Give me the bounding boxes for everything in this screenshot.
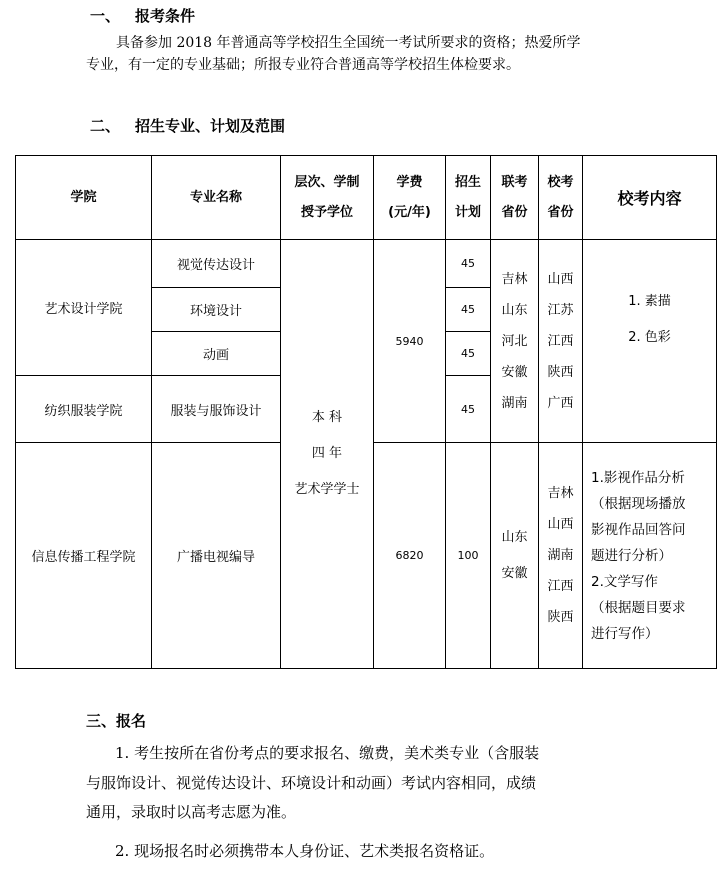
section-1-title: 报考条件 [135,7,196,25]
plan-cell: 45 [446,332,491,376]
header-joint-line2: 省份 [501,204,528,220]
header-college: 学院 [16,156,152,240]
art-joint-provinces [491,240,539,443]
header-plan-line2: 计划 [454,204,481,220]
art-exam-content [583,240,717,443]
section-3-item1-line1: 1. 考生按所在省份考点的要求报名、缴费，美术类专业（含服装 [115,744,540,762]
major-environment-design: 环境设计 [152,288,281,332]
province: 湖南 [547,548,574,563]
province: 安徽 [501,364,528,380]
exam-item: （根据题目要求 [591,599,686,616]
header-exam-content: 校考内容 [583,156,717,240]
province: 山东 [501,529,528,545]
header-level-line1: 层次、学制 [294,174,360,190]
header-fee-line2: (元/年) [388,204,431,220]
header-plan [446,156,491,240]
province: 江西 [547,579,574,594]
section-1-number: 一、 [90,7,121,25]
major-visual-communication: 视觉传达设计 [152,240,281,288]
plan-cell: 100 [446,443,491,669]
province: 山东 [501,302,528,318]
college-information-communication: 信息传播工程学院 [16,443,152,669]
fee-art: 5940 [374,240,446,443]
exam-item: 影视作品回答问 [591,521,686,538]
level-line2: 四 年 [311,446,343,461]
section-1-text-line1: 具备参加 2018 年普通高等学校招生全国统一考试所要求的资格；热爱所学 [116,35,581,51]
province: 吉林 [501,271,528,287]
exam-item: 2. 色彩 [628,330,671,345]
header-school-line1: 校考 [547,174,574,190]
header-school-line2: 省份 [547,204,574,220]
province: 湖南 [501,395,528,411]
info-school-provinces [539,443,583,669]
province: 江苏 [547,302,574,318]
plan-cell: 45 [446,240,491,288]
header-level [281,156,374,240]
level-cell [281,240,374,669]
header-school-provinces [539,156,583,240]
art-school-provinces [539,240,583,443]
level-line3: 艺术学学士 [294,482,360,497]
admission-table [15,155,717,669]
exam-item: 2.文学写作 [591,573,658,590]
header-major: 专业名称 [152,156,281,240]
section-3-title: 三、报名 [86,712,147,730]
plan-cell: 45 [446,288,491,332]
fee-info: 6820 [374,443,446,669]
plan-cell: 45 [446,376,491,443]
college-art-design: 艺术设计学院 [16,240,152,376]
exam-item: 进行写作） [591,625,659,642]
province: 江西 [547,333,574,349]
section-2-number: 二、 [90,117,121,135]
province: 陕西 [547,610,574,625]
major-fashion-design: 服装与服饰设计 [152,376,281,443]
exam-item: （根据现场播放 [591,495,686,512]
section-2-title: 招生专业、计划及范围 [135,117,286,135]
header-joint-line1: 联考 [501,174,528,190]
section-3-item2: 2. 现场报名时必须携带本人身份证、艺术类报名资格证。 [115,842,495,860]
exam-item: 题进行分析） [591,547,672,564]
header-joint-provinces [491,156,539,240]
province: 陕西 [547,364,574,380]
province: 山西 [547,271,574,287]
level-line1: 本 科 [311,410,343,425]
section-3-item1-line3: 通用，录取时以高考志愿为准。 [86,803,297,821]
info-exam-content [583,443,717,669]
province: 山西 [547,517,574,532]
header-fee-line1: 学费 [396,174,423,190]
exam-item: 1.影视作品分析 [591,469,685,486]
section-3-item1-line2: 与服饰设计、视觉传达设计、环境设计和动画）考试内容相同，成绩 [86,774,537,792]
table-header-row [16,156,717,240]
province: 广西 [547,395,574,411]
header-plan-line1: 招生 [454,174,481,190]
table-row [16,240,717,288]
header-level-line2: 授予学位 [300,204,353,220]
college-textile-apparel: 纺织服装学院 [16,376,152,443]
header-fee [374,156,446,240]
major-animation: 动画 [152,332,281,376]
province: 安徽 [501,565,528,581]
province: 河北 [501,333,528,349]
major-broadcast-directing: 广播电视编导 [152,443,281,669]
province: 吉林 [547,486,574,501]
section-1-text-line2: 专业，有一定的专业基础；所报专业符合普通高等学校招生体检要求。 [86,57,520,73]
info-joint-provinces [491,443,539,669]
exam-item: 1. 素描 [628,294,671,309]
